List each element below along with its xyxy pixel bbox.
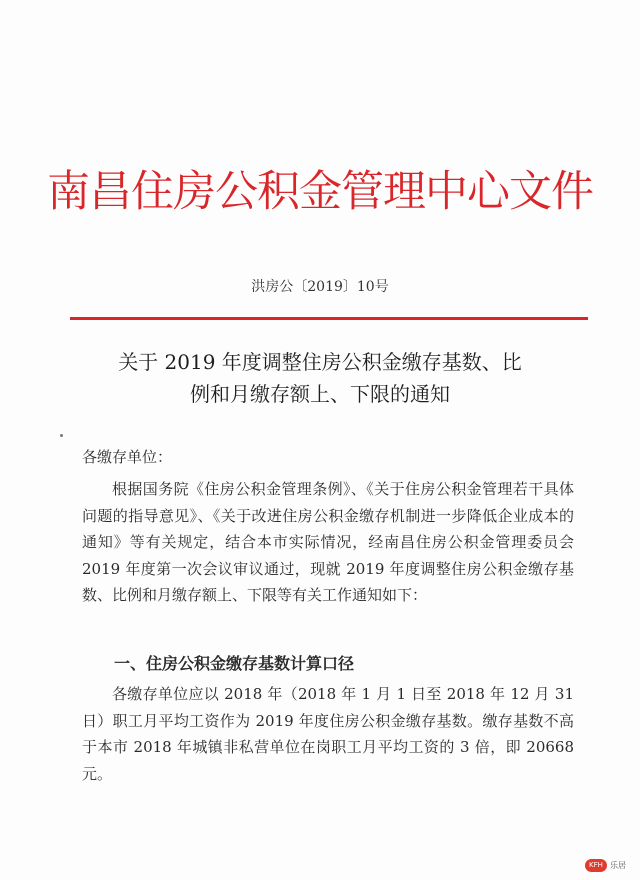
watermark-logo — [585, 859, 626, 872]
body-paragraph-1: 根据国务院《住房公积金管理条例》、《关于住房公积金管理若干具体问题的指导意见》、《关于改进住房公积金缴存机制进一步降低企业成本的通知》等有关规定，结合本市实际情况，经南昌住房公积金管理委员会 2019 年度第一次会议审议通过，现就 2019 年度调整住房公积金缴存基数、比例和月缴存额上、下限等有关工作通知如下： — [82, 480, 574, 604]
notice-title-line-1: 关于 2019 年度调整住房公积金缴存基数、比 — [118, 350, 522, 374]
watermark-label: 乐居 — [610, 861, 626, 870]
notice-title — [80, 346, 560, 410]
issuer-header-title: 南昌住房公积金管理中心文件 — [47, 167, 593, 217]
section-1-heading: 一、住房公积金缴存基数计算口径 — [114, 654, 355, 673]
watermark-badge-icon: KFH — [585, 859, 607, 872]
red-divider-line — [70, 317, 588, 320]
scan-speck — [60, 434, 63, 437]
salutation: 各缴存单位： — [82, 448, 173, 466]
document-number: 洪房公〔2019〕10号 — [251, 279, 389, 295]
body-paragraph-2: 各缴存单位应以 2018 年（2018 年 1 月 1 日至 2018 年 12 月 31 日）职工月平均工资作为 2019 年度住房公积金缴存基数。缴存基数不高于本市 2018 年城镇非私营单位在岗职工月平均工资的 3 倍，即 20668 元。 — [82, 685, 574, 783]
notice-title-line-2: 例和月缴存额上、下限的通知 — [190, 382, 450, 406]
